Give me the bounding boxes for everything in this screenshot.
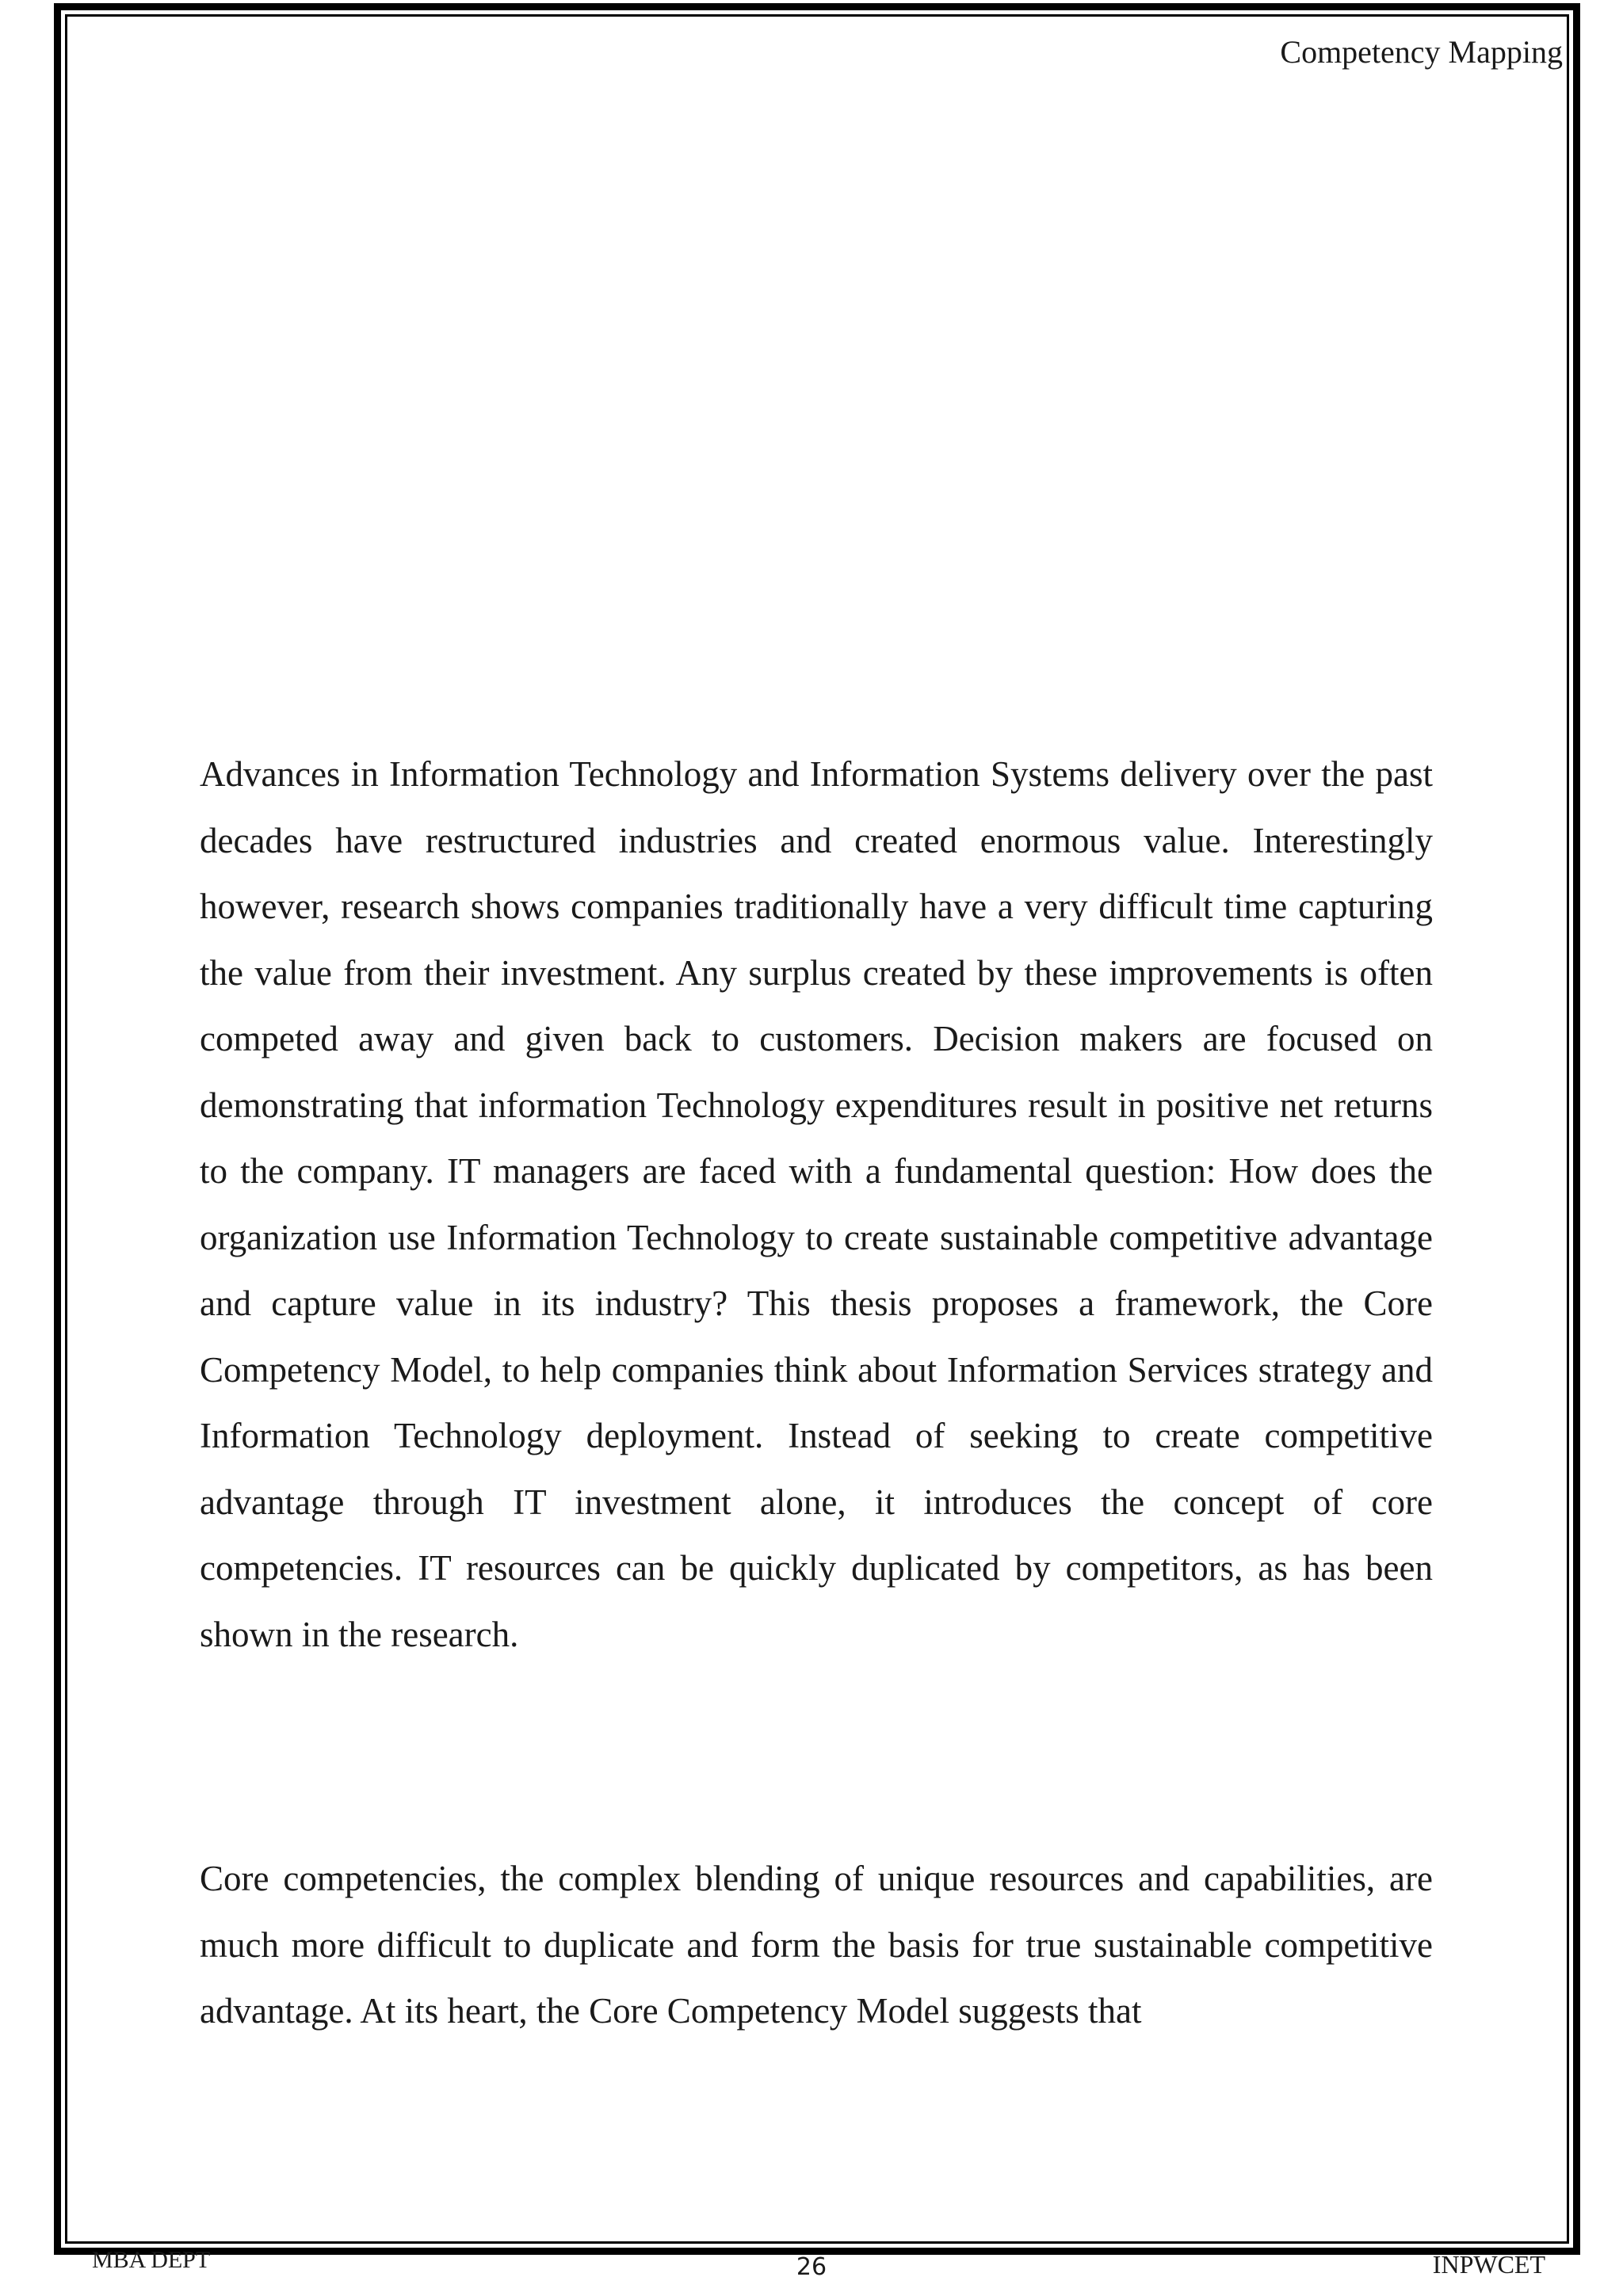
footer-department: MBA DEPT <box>92 2247 211 2273</box>
body-paragraph: Core competencies, the complex blending of unique resources and capabilities, are much more difficult to duplicate and form the basis for true sustainable competitive advantage. At its heart, the Core Competency Model suggests that <box>200 1859 1433 2031</box>
page-number: 26 <box>796 2253 827 2281</box>
running-header-title: Competency Mapping <box>1280 34 1563 70</box>
body-paragraph: Advances in Information Technology and Information Systems delivery over the past decades have restructured industries and created enormous value. Interestingly however, research shows companies traditionally have a very difficult time capturing the value from their investment. Any surplus created by these improvements is often competed away and given back to customers. Decision makers are focused on demonstrating that information Technology expenditures result in positive net returns to the company. IT managers are faced with a fundamental question: How does the organization use Information Technology to create sustainable competitive advantage and capture value in its industry? This thesis proposes a framework, the Core Competency Model, to help companies think about Information Services strategy and Information Technology deployment. Instead of seeking to create competitive advantage through IT investment alone, it introduces the concept of core competencies. IT resources can be quickly duplicated by competitors, as has been shown in the research. <box>200 754 1433 1654</box>
footer-institution: INPWCET <box>1432 2250 1545 2279</box>
